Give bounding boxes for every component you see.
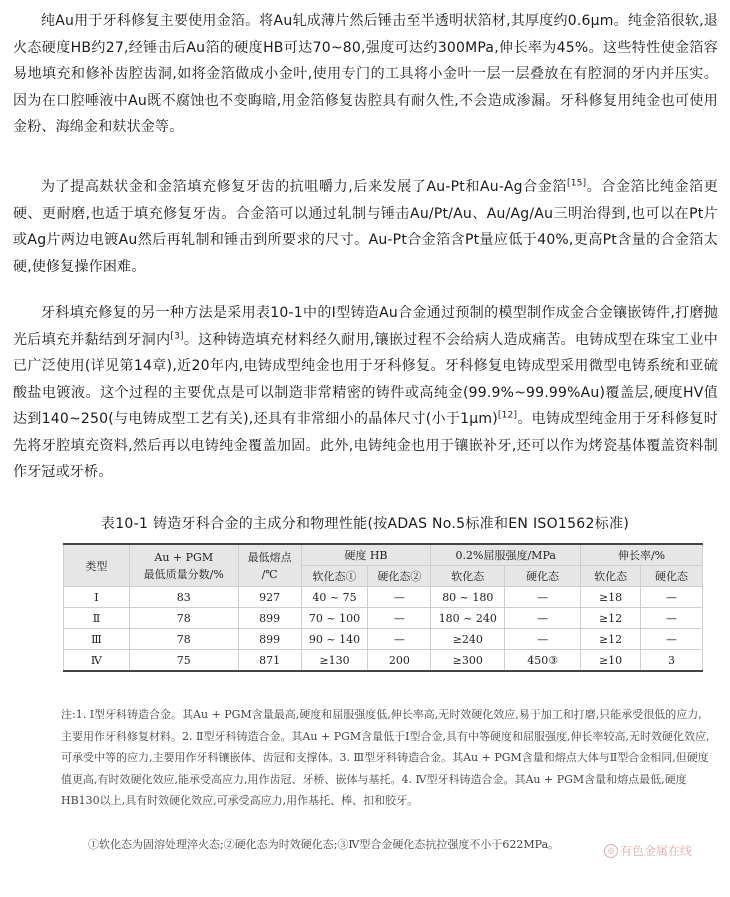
watermark xyxy=(604,842,692,859)
table-cell: — xyxy=(641,629,703,650)
table-cell: — xyxy=(641,608,703,629)
header-yield-strength: 0.2%屈服强度/MPa xyxy=(431,544,581,566)
para3-text-b: 。这种铸造填充材料经久耐用,镶嵌过程不会给病人造成痛苦。电铸成型在珠宝工业中已广泛使用(详见第14章),近20年内,电铸成型纯金也用于牙科修复。牙科修复电铸成型采用微型电铸系统和亚硫酸盐电镀液。这个过程的主要优点是可以制造非常精密的铸件或高纯金(99.9%~99.99%Au)覆盖层,硬度HV值达到140~250(与电铸成型工艺有关),还具有非常细小的晶体尺寸(小于1μm) xyxy=(13,331,718,427)
paragraph-pure-gold-foil xyxy=(13,8,718,141)
citation-12: [12] xyxy=(497,410,518,421)
table-cell: Ⅰ xyxy=(64,587,130,608)
alloy-properties-table xyxy=(63,543,703,672)
table-footnote: ①软化态为固溶处理淬火态;②硬化态为时效硬化态;③Ⅳ型合金硬化态抗拉强度不小于622MPa。 xyxy=(88,838,560,851)
table-cell: 75 xyxy=(129,650,238,672)
table-cell: 78 xyxy=(129,608,238,629)
para2-text-a: 为了提高麸状金和金箔填充修复牙齿的抗咀嚼力,后来发展了Au-Pt和Au-Ag合金箔 xyxy=(41,179,568,195)
table-cell: 90 ~ 140 xyxy=(301,629,368,650)
table-cell: 40 ~ 75 xyxy=(301,587,368,608)
table-cell: ≥130 xyxy=(301,650,368,672)
table-row xyxy=(64,587,703,608)
table-notes: 注:1. Ⅰ型牙科铸造合金。其Au + PGM含量最高,硬度和屈服强度低,伸长率高,无时效硬化效应,易于加工和打磨,只能承受很低的应力,主要用作牙科修复材料。2. Ⅱ型牙科铸造合金。其Au + PGM含量低于Ⅰ型合金,具有中等硬度和屈服强度,伸长率较高,无时效硬化效应,可承受中等的应力,主要用作牙科镶嵌体、齿冠和支撑体。3. Ⅲ型牙科铸造合金。其Au + PGM含量和熔点大体与Ⅱ型合金相同,但硬度值更高,有时效硬化效应,能承受高应力,用作齿冠、牙桥、嵌体与基托。4. Ⅳ型牙科铸造合金。其Au + PGM含量和熔点最低,硬度HB130以上,具有时效硬化效应,可承受高应力,用作基托、棒、扣和胶牙。 xyxy=(61,708,710,807)
para2-text-b: 。合金箔比纯金箔更硬、更耐磨,也适于填充修复牙齿。合金箔可以通过轧制与锤击Au/Pt/Au、Au/Ag/Au三明治得到,也可以在Pt片或Ag片两边电镀Au然后再轧制和锤击到所要求的尺寸。Au-Pt合金箔含Pt量应低于40%,更高Pt含量的合金箔太硬,使修复操作困难。 xyxy=(13,179,718,275)
header-au-pgm-line2: 最低质量分数/% xyxy=(143,567,224,581)
table-cell: 3 xyxy=(641,650,703,672)
table-row xyxy=(64,650,703,672)
header-elong-hard: 硬化态 xyxy=(641,566,703,587)
header-au-pgm-line1: Au + PGM xyxy=(154,550,214,564)
watermark-logo-icon: ◎ xyxy=(604,844,618,858)
table-cell: ≥300 xyxy=(431,650,505,672)
table-cell: — xyxy=(641,587,703,608)
table-cell: — xyxy=(368,587,431,608)
table-cell: ≥18 xyxy=(581,587,641,608)
table-cell: 70 ~ 100 xyxy=(301,608,368,629)
table-cell: 450③ xyxy=(505,650,581,672)
header-melting-point xyxy=(238,544,301,587)
para3-text-c: 。电铸成型纯金用于牙科修复时先将牙腔填充资料,然后再以电铸纯金覆盖加固。此外,电铸纯金也用于镶嵌补牙,还可以作为烤瓷基体覆盖资料制作牙冠或牙桥。 xyxy=(13,411,718,480)
header-melt-line1: 最低熔点 xyxy=(247,550,292,564)
header-type: 类型 xyxy=(64,544,130,587)
header-melt-line2: /℃ xyxy=(261,567,278,581)
table-cell: ≥12 xyxy=(581,629,641,650)
paragraph-casting-electroforming xyxy=(13,300,718,486)
para1-text: 纯Au用于牙科修复主要使用金箔。将Au轧成薄片然后锤击至半透明状箔材,其厚度约0.6μm。纯金箔很软,退火态硬度HB约27,经锤击后Au箔的硬度HB可达70~80,强度可达约300MPa,伸长率为45%。这些特性使金箔容易地填充和修补齿腔齿洞,如将金箔做成小金叶,使用专门的工具将小金叶一层一层叠放在有腔洞的牙内并压实。因为在口腔唾液中Au既不腐蚀也不变晦暗,用金箔修复齿腔具有耐久性,不会造成渗漏。牙科修复用纯金也可使用金粉、海绵金和麸状金等。 xyxy=(13,13,718,135)
table-caption: 表10-1 铸造牙科合金的主成分和物理性能(按ADAS No.5标准和EN ISO1562标准) xyxy=(100,516,630,532)
table-cell: 180 ~ 240 xyxy=(431,608,505,629)
table-cell: — xyxy=(505,587,581,608)
table-cell: ≥12 xyxy=(581,608,641,629)
table-cell: 899 xyxy=(238,629,301,650)
table-cell: — xyxy=(368,629,431,650)
header-hb-hard: 硬化态② xyxy=(368,566,431,587)
header-hb-soft: 软化态① xyxy=(301,566,368,587)
table-cell: ≥240 xyxy=(431,629,505,650)
table-cell: 78 xyxy=(129,629,238,650)
header-yield-hard: 硬化态 xyxy=(505,566,581,587)
table-cell: Ⅳ xyxy=(64,650,130,672)
table-cell: — xyxy=(505,629,581,650)
table-row xyxy=(64,629,703,650)
table-cell: 83 xyxy=(129,587,238,608)
table-cell: Ⅱ xyxy=(64,608,130,629)
watermark-text: 有色金属在线 xyxy=(620,844,693,858)
table-row xyxy=(64,608,703,629)
table-cell: Ⅲ xyxy=(64,629,130,650)
header-yield-soft: 软化态 xyxy=(431,566,505,587)
table-cell: 200 xyxy=(368,650,431,672)
table-cell: 899 xyxy=(238,608,301,629)
header-au-pgm xyxy=(129,544,238,587)
citation-3: [3] xyxy=(170,330,184,341)
table-cell: 80 ~ 180 xyxy=(431,587,505,608)
citation-15: [15] xyxy=(567,178,587,189)
paragraph-alloy-foil xyxy=(13,174,718,280)
table-cell: — xyxy=(368,608,431,629)
header-elong-soft: 软化态 xyxy=(581,566,641,587)
table-cell: ≥10 xyxy=(581,650,641,672)
table-cell: 927 xyxy=(238,587,301,608)
header-hardness: 硬度 HB xyxy=(301,544,431,566)
para3-text-a: 牙科填充修复的另一种方法是采用表10-1中的Ⅰ型铸造Au合金通过预制的模型制作成金合金镶嵌铸件,打磨抛光后填充并黏结到牙洞内 xyxy=(13,305,718,348)
table-cell: 871 xyxy=(238,650,301,672)
table-cell: — xyxy=(505,608,581,629)
header-elongation: 伸长率/% xyxy=(581,544,703,566)
